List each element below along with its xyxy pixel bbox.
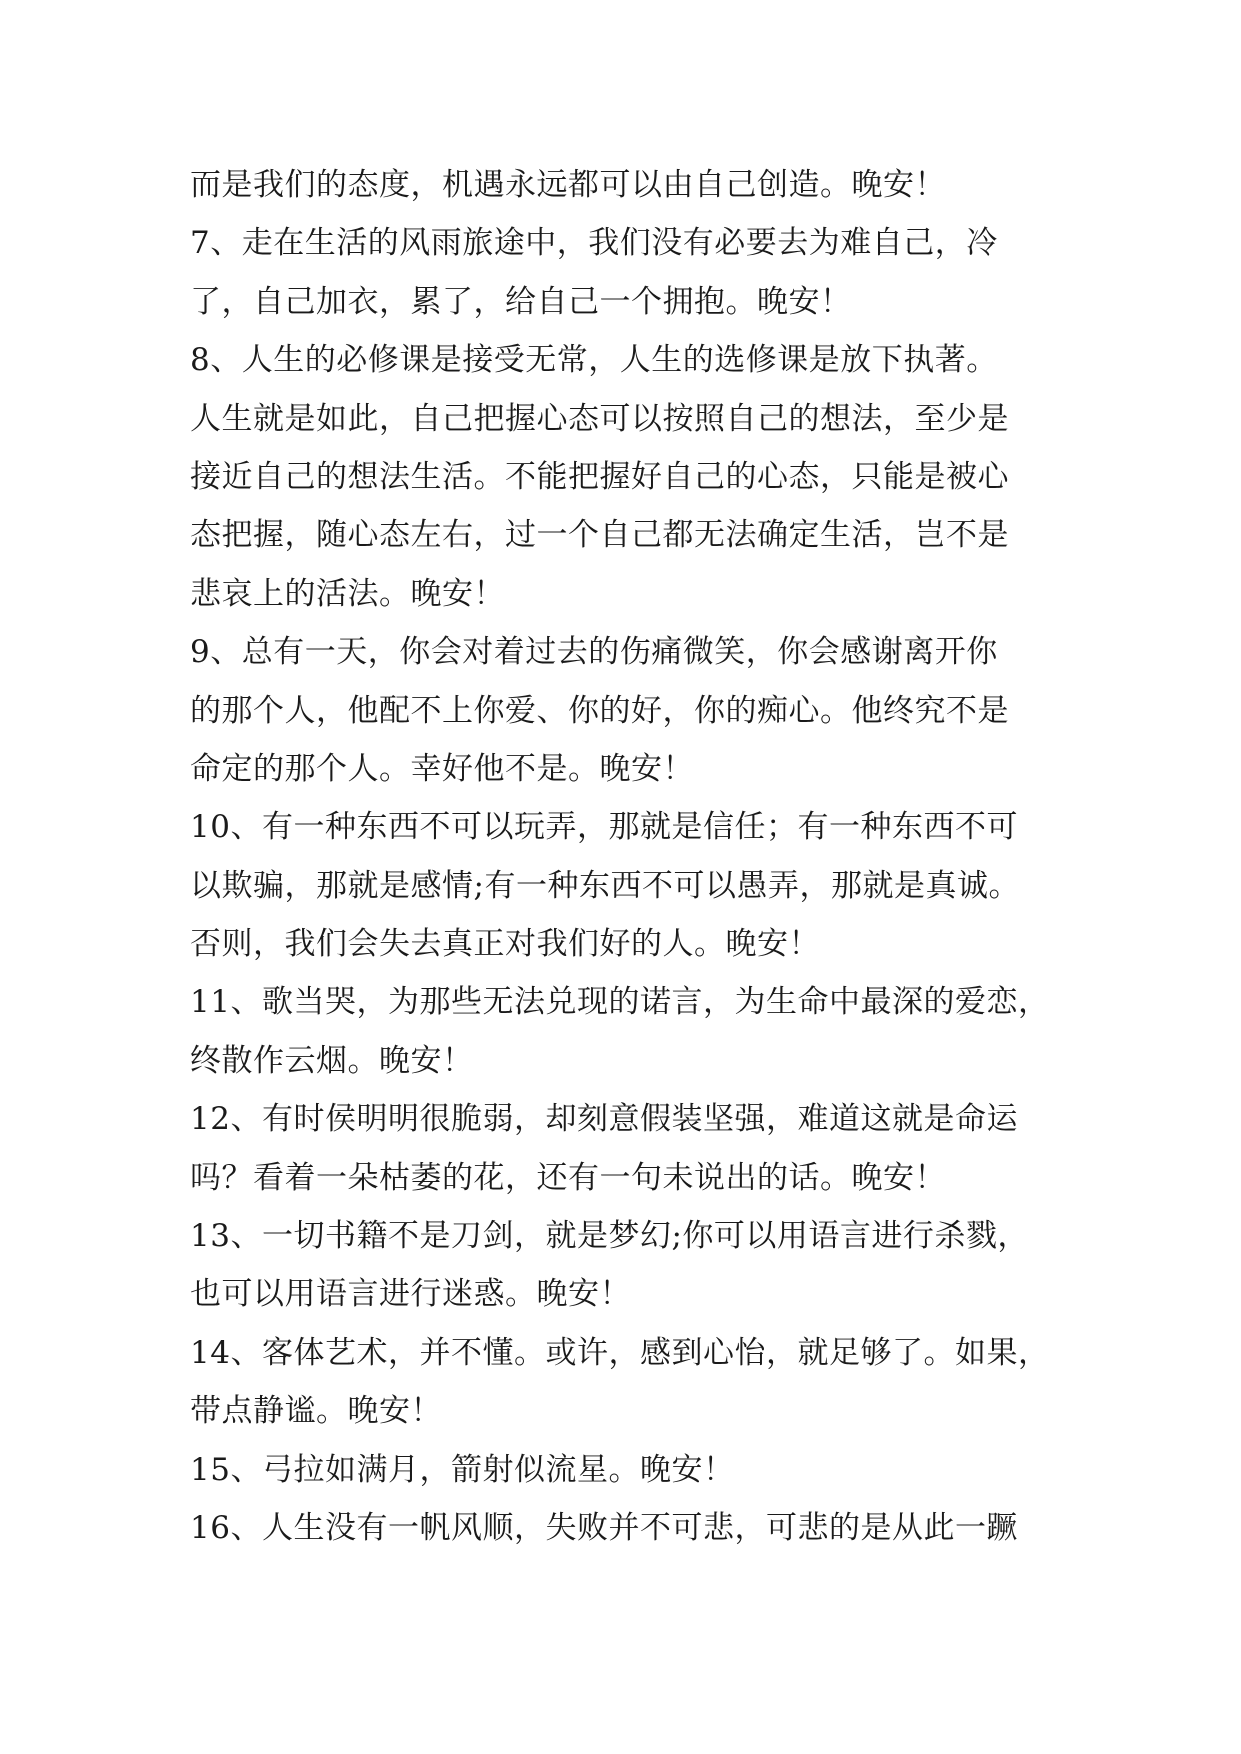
text-line: 以欺骗，那就是感情;有一种东西不可以愚弄，那就是真诚。 bbox=[190, 867, 1020, 904]
text-line: 带点静谧。晚安！ bbox=[190, 1393, 442, 1430]
text-line: 吗？看着一朵枯萎的花，还有一句未说出的话。晚安！ bbox=[190, 1159, 946, 1196]
text-line: 15、弓拉如满月，箭射似流星。晚安！ bbox=[190, 1451, 735, 1488]
text-line: 了，自己加衣，累了，给自己一个拥抱。晚安！ bbox=[190, 283, 852, 320]
text-line: 否则，我们会失去真正对我们好的人。晚安！ bbox=[190, 926, 820, 963]
text-line: 7、走在生活的风雨旅途中，我们没有必要去为难自己，冷 bbox=[190, 225, 998, 262]
text-line: 人生就是如此，自己把握心态可以按照自己的想法，至少是 bbox=[190, 400, 1009, 437]
text-line: 悲哀上的活法。晚安！ bbox=[190, 575, 505, 612]
text-line: 接近自己的想法生活。不能把握好自己的心态，只能是被心 bbox=[190, 458, 1009, 495]
text-line: 8、人生的必修课是接受无常，人生的选修课是放下执著。 bbox=[190, 342, 998, 379]
text-line: 也可以用语言进行迷惑。晚安！ bbox=[190, 1276, 631, 1313]
document-body bbox=[190, 156, 1055, 1557]
text-line: 12、有时侯明明很脆弱，却刻意假装坚强，难道这就是命运 bbox=[190, 1101, 1018, 1138]
text-line: 的那个人，他配不上你爱、你的好，你的痴心。他终究不是 bbox=[190, 692, 1009, 729]
text-line: 14、客体艺术，并不懂。或许，感到心怡，就足够了。如果， bbox=[190, 1334, 1050, 1371]
text-line: 13、一切书籍不是刀剑，就是梦幻;你可以用语言进行杀戮， bbox=[190, 1218, 1029, 1255]
text-line: 10、有一种东西不可以玩弄，那就是信任；有一种东西不可 bbox=[190, 809, 1018, 846]
text-line: 态把握，随心态左右，过一个自己都无法确定生活，岂不是 bbox=[190, 517, 1009, 554]
text-line: 16、人生没有一帆风顺，失败并不可悲，可悲的是从此一蹶 bbox=[190, 1509, 1018, 1546]
text-line: 11、歌当哭，为那些无法兑现的诺言，为生命中最深的爱恋， bbox=[190, 984, 1050, 1021]
text-line: 9、总有一天，你会对着过去的伤痛微笑，你会感谢离开你 bbox=[190, 634, 998, 671]
text-line: 终散作云烟。晚安！ bbox=[190, 1042, 474, 1079]
text-line: 命定的那个人。幸好他不是。晚安！ bbox=[190, 750, 694, 787]
text-line: 而是我们的态度，机遇永远都可以由自己创造。晚安！ bbox=[190, 167, 946, 203]
